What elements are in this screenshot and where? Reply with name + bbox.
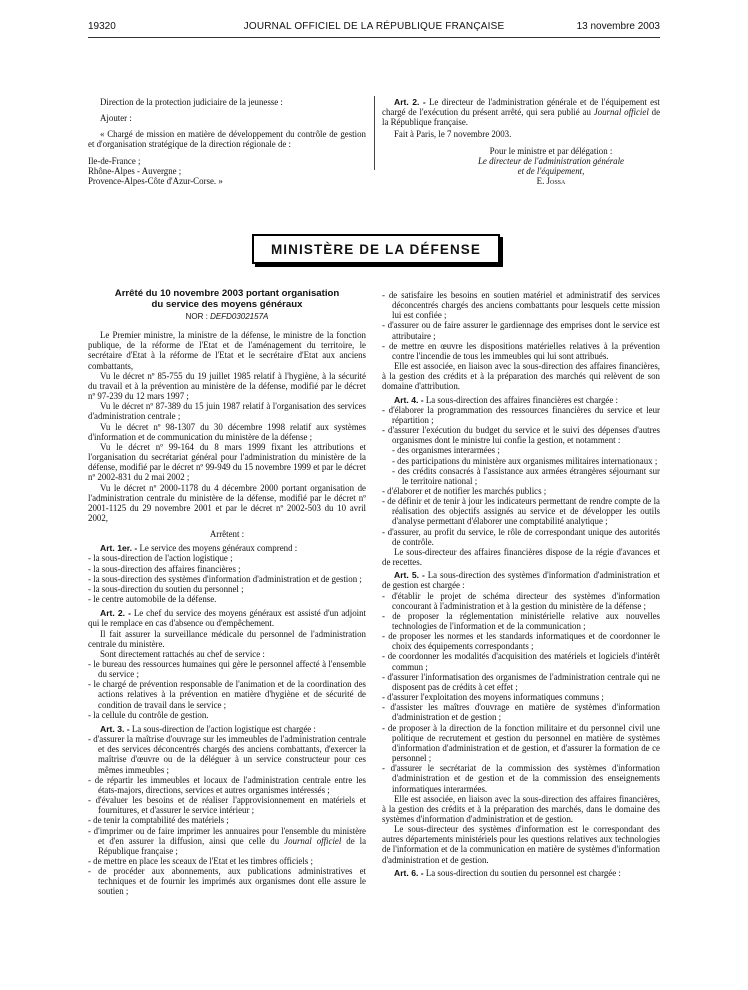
signatory-name: E. Jossa (536, 176, 566, 187)
issue-date: 13 novembre 2003 (576, 21, 660, 32)
list-item: - d'assurer l'exploitation des moyens informatiques communs ; (382, 692, 604, 703)
list-item: - de procéder aux abonnements, aux publications administratives et techniques et de fournir les imprimés aux organismes dont elle assure le soutien ; (88, 866, 366, 897)
list-item: - d'assurer l'informatisation des organismes de l'administration centrale qui ne disposent pas de crédits à cet effet ; (382, 671, 660, 692)
association-paragraph: Elle est associée, en liaison avec la sous-direction des affaires financières, à la gestion des crédits et à la préparation des marchés qui relèvent de son domaine d'attribution. (382, 361, 660, 392)
correspondent-paragraph: Le sous-directeur des systèmes d'information est le correspondant des autres départements ministériels pour les questions relatives aux technologies de l'information et de la communication en matière de systèmes d'information d'administration et de gestion. (382, 824, 660, 865)
list-item: - de tenir la comptabilité des matériels ; (88, 815, 229, 826)
list-item: - d'assurer, au profit du service, le rôle de correspondant unique des autorités de contrôle. (382, 526, 660, 547)
article-3: Art. 3. - La sous-direction de l'action logistique est chargée : (100, 723, 316, 734)
journal-title: JOURNAL OFFICIEL DE LA RÉPUBLIQUE FRANÇAISE (243, 21, 505, 32)
signature-line: Le directeur de l'administration générale (477, 155, 624, 166)
article-2-execution: Art. 2. - Le directeur de l'administration générale et de l'équipement est chargé de l'exécution du présent arrêté, qui sera publié au Journal officiel de la République française. (382, 97, 661, 128)
list-item: - la cellule du contrôle de gestion. (88, 709, 209, 720)
arretent-label: Arrêtent : (209, 529, 245, 540)
list-item: - d'assister les maîtres d'ouvrage en matière de systèmes d'information d'administration et de gestion ; (382, 702, 660, 723)
nor-reference: NOR : DEFD0302157A (185, 312, 269, 321)
column-divider (374, 96, 375, 170)
list-item: - d'assurer ou de faire assurer le gardiennage des emprises dont le service est attributaire ; (382, 320, 660, 341)
quote-paragraph: « Chargé de mission en matière de développement du contrôle de gestion et d'organisation stratégique de la direction régionale de : (88, 129, 366, 150)
article-6: Art. 6. - La sous-direction du soutien du personnel est chargée : (394, 867, 621, 878)
article-2-paragraph: Il fait assurer la surveillance médicale du personnel de l'administration centrale du ministère. (88, 628, 366, 649)
top-left-column (88, 97, 366, 186)
region-item: Ile-de-France ; (88, 155, 141, 166)
list-item: - d'élaborer et de notifier les marchés publics ; (382, 485, 547, 496)
association-paragraph: Elle est associée, en liaison avec la sous-direction des affaires financières, à la gestion des crédits et à la préparation des marchés, dans le domaine des systèmes d'information d'administration et de gestion. (382, 793, 660, 824)
ministry-heading-box: MINISTÈRE DE LA DÉFENSE (252, 234, 500, 264)
page-header (88, 21, 660, 35)
page-number: 19320 (88, 21, 116, 32)
sub-list-item: - des crédits consacrés à l'assistance aux armées étrangères séjournant sur le territoire national ; (392, 465, 660, 486)
fait-a-paris: Fait à Paris, le 7 novembre 2003. (394, 129, 512, 140)
list-item: - la sous-direction du soutien du personnel ; (88, 583, 244, 594)
region-item: Provence-Alpes-Côte d'Azur-Corse. » (88, 175, 223, 186)
article-4: Art. 4. - La sous-direction des affaires financières est chargée : (394, 394, 618, 405)
ajouter-label: Ajouter : (100, 113, 132, 124)
list-item: - d'assurer l'exécution du budget du service et le suivi des dépenses d'autres organismes dont le ministre lui confie la gestion, et notamment : (382, 425, 660, 446)
list-item: - d'assurer le secrétariat de la commission des systèmes d'information d'administration et de gestion et de la commission des enseignements informatiques interarmées. (382, 763, 660, 794)
preamble-paragraph: Le Premier ministre, la ministre de la défense, le ministre de la fonction publique, de la réforme de l'Etat et de l'aménagement du territoire, le secrétaire d'Etat à la réforme de l'Etat et le secrétaire d'Etat aux anciens combattants, (88, 330, 366, 371)
visa-paragraph: Vu le décret nº 98-1307 du 30 décembre 1998 relatif aux systèmes d'information et de communication du ministère de la défense ; (88, 421, 366, 442)
list-item: - d'assurer la maîtrise d'ouvrage sur les immeubles de l'administration centrale et des services déconcentrés chargés des anciens combattants, d'exercer la maîtrise d'œuvre ou de la déléguer à un service constructeur pour ces mêmes immeubles ; (88, 734, 366, 775)
list-item: - de mettre en place les sceaux de l'Etat et les timbres officiels ; (88, 855, 313, 866)
list-item: - de satisfaire les besoins en soutien matériel et administratif des services déconcentrés chargés des anciens combattants pour lesquels cette mission lui est confiée ; (382, 290, 660, 321)
list-item: - le bureau des ressources humaines qui gère le personnel affecté à l'ensemble du service ; (88, 659, 366, 680)
article-5: Art. 5. - La sous-direction des systèmes d'information d'administration et de gestion est chargée : (382, 570, 661, 591)
list-item: - la sous-direction des affaires financières ; (88, 563, 241, 574)
list-item: - de coordonner les modalités d'acquisition des matériels et logiciels d'intérêt commun ; (382, 651, 660, 672)
decree-title: Arrêté du 10 novembre 2003 portant organisation (114, 288, 340, 299)
list-item: - d'établir le projet de schéma directeur des systèmes d'information concourant à l'administration et à la gestion du ministère de la défense ; (382, 590, 660, 611)
article-2: Art. 2. - Le chef du service des moyens généraux est assisté d'un adjoint qui le remplace en cas d'absence ou d'empêchement. (88, 608, 367, 629)
list-item: - d'élaborer la programmation des ressources financières du service et leur répartition ; (382, 404, 660, 425)
sub-list-item: - des organismes interarmées ; (392, 445, 500, 456)
region-item: Rhône-Alpes - Auvergne ; (88, 165, 182, 176)
list-item: - le centre automobile de la défense. (88, 594, 217, 605)
list-item: - d'imprimer ou de faire imprimer les annuaires pour l'ensemble du ministère et d'en assurer la diffusion, ainsi que celle du Journal officiel de la République française ; (88, 825, 367, 856)
decree-title: du service des moyens généraux (151, 299, 303, 310)
list-item: - de mettre en œuvre les dispositions matérielles relatives à la prévention contre l'incendie de tous les immeubles qui lui sont attribués. (382, 340, 660, 361)
article-1: Art. 1er. - Le service des moyens généraux comprend : (100, 543, 298, 554)
visa-paragraph: Vu le décret nº 85-755 du 19 juillet 1985 relatif à l'hygiène, à la sécurité du travail et à la prévention au ministère de la défense, modifié par le décret nº 97-239 du 12 mars 1997 ; (88, 370, 366, 402)
visa-paragraph: Vu le décret nº 2000-1178 du 4 décembre 2000 portant organisation de l'administration centrale du ministère de la défense, modifié par le décret nº 2001-1125 du 29 novembre 2001 et par le décret nº 2002-503 du 10 avril 2002, (88, 482, 366, 523)
list-item: - de répartir les immeubles et locaux de l'administration centrale entre les états-majors, directions, services et autres organismes intéressés ; (88, 774, 366, 795)
list-item: - la sous-direction des systèmes d'information d'administration et de gestion ; (88, 573, 362, 584)
regie-paragraph: Le sous-directeur des affaires financières dispose de la régie d'avances et de recettes. (382, 546, 660, 568)
signature-line: Pour le ministre et par délégation : (489, 145, 613, 156)
list-item: - de proposer à la direction de la fonction militaire et du personnel civil une politique de recrutement et gestion du personnel en matière de systèmes d'information d'administration et de gestion, et d'assurer la formation de ce personnel ; (382, 722, 660, 764)
list-item: - de proposer les normes et les standards informatiques et de coordonner le choix des équipements correspondants ; (382, 631, 660, 652)
visa-paragraph: Vu le décret nº 99-164 du 8 mars 1999 fixant les attributions et l'organisation du secrétariat général pour l'administration du ministère de la défense, modifié par le décret nº 99-949 du 15 novembre 1999 et par le décret nº 2002-831 du 2 mai 2002 ; (88, 441, 366, 483)
right-column (382, 290, 660, 878)
top-right-column (382, 97, 660, 186)
list-item: - la sous-direction de l'action logistique ; (88, 553, 233, 564)
header-rule (88, 37, 660, 38)
article-2-paragraph: Sont directement rattachés au chef de service : (100, 648, 265, 659)
list-item: - le chargé de prévention responsable de l'animation et de la coordination des actions relatives à la prévention en matière d'hygiène et de sécurité de condition de travail dans le service ; (88, 679, 366, 710)
list-item: - de proposer la réglementation ministérielle relative aux nouvelles technologies de l'information et de la communication ; (382, 610, 660, 631)
left-column (88, 288, 366, 897)
signature-line: et de l'équipement, (517, 165, 585, 176)
visa-paragraph: Vu le décret nº 87-389 du 15 juin 1987 relatif à l'organisation des services d'administration centrale ; (88, 401, 366, 422)
list-item: - d'évaluer les besoins et de réaliser l'approvisionnement en matériels et fournitures, et d'assurer le service intérieur ; (88, 795, 366, 816)
direction-heading: Direction de la protection judiciaire de la jeunesse : (100, 97, 283, 107)
list-item: - de définir et de tenir à jour les indicateurs permettant de rendre compte de la réalisation des objectifs assignés au service et de développer les outils d'analyse permettant d'élaborer une comptabilité analytique ; (382, 496, 660, 527)
sub-list-item: - des participations du ministère aux organismes militaires internationaux ; (392, 455, 658, 466)
